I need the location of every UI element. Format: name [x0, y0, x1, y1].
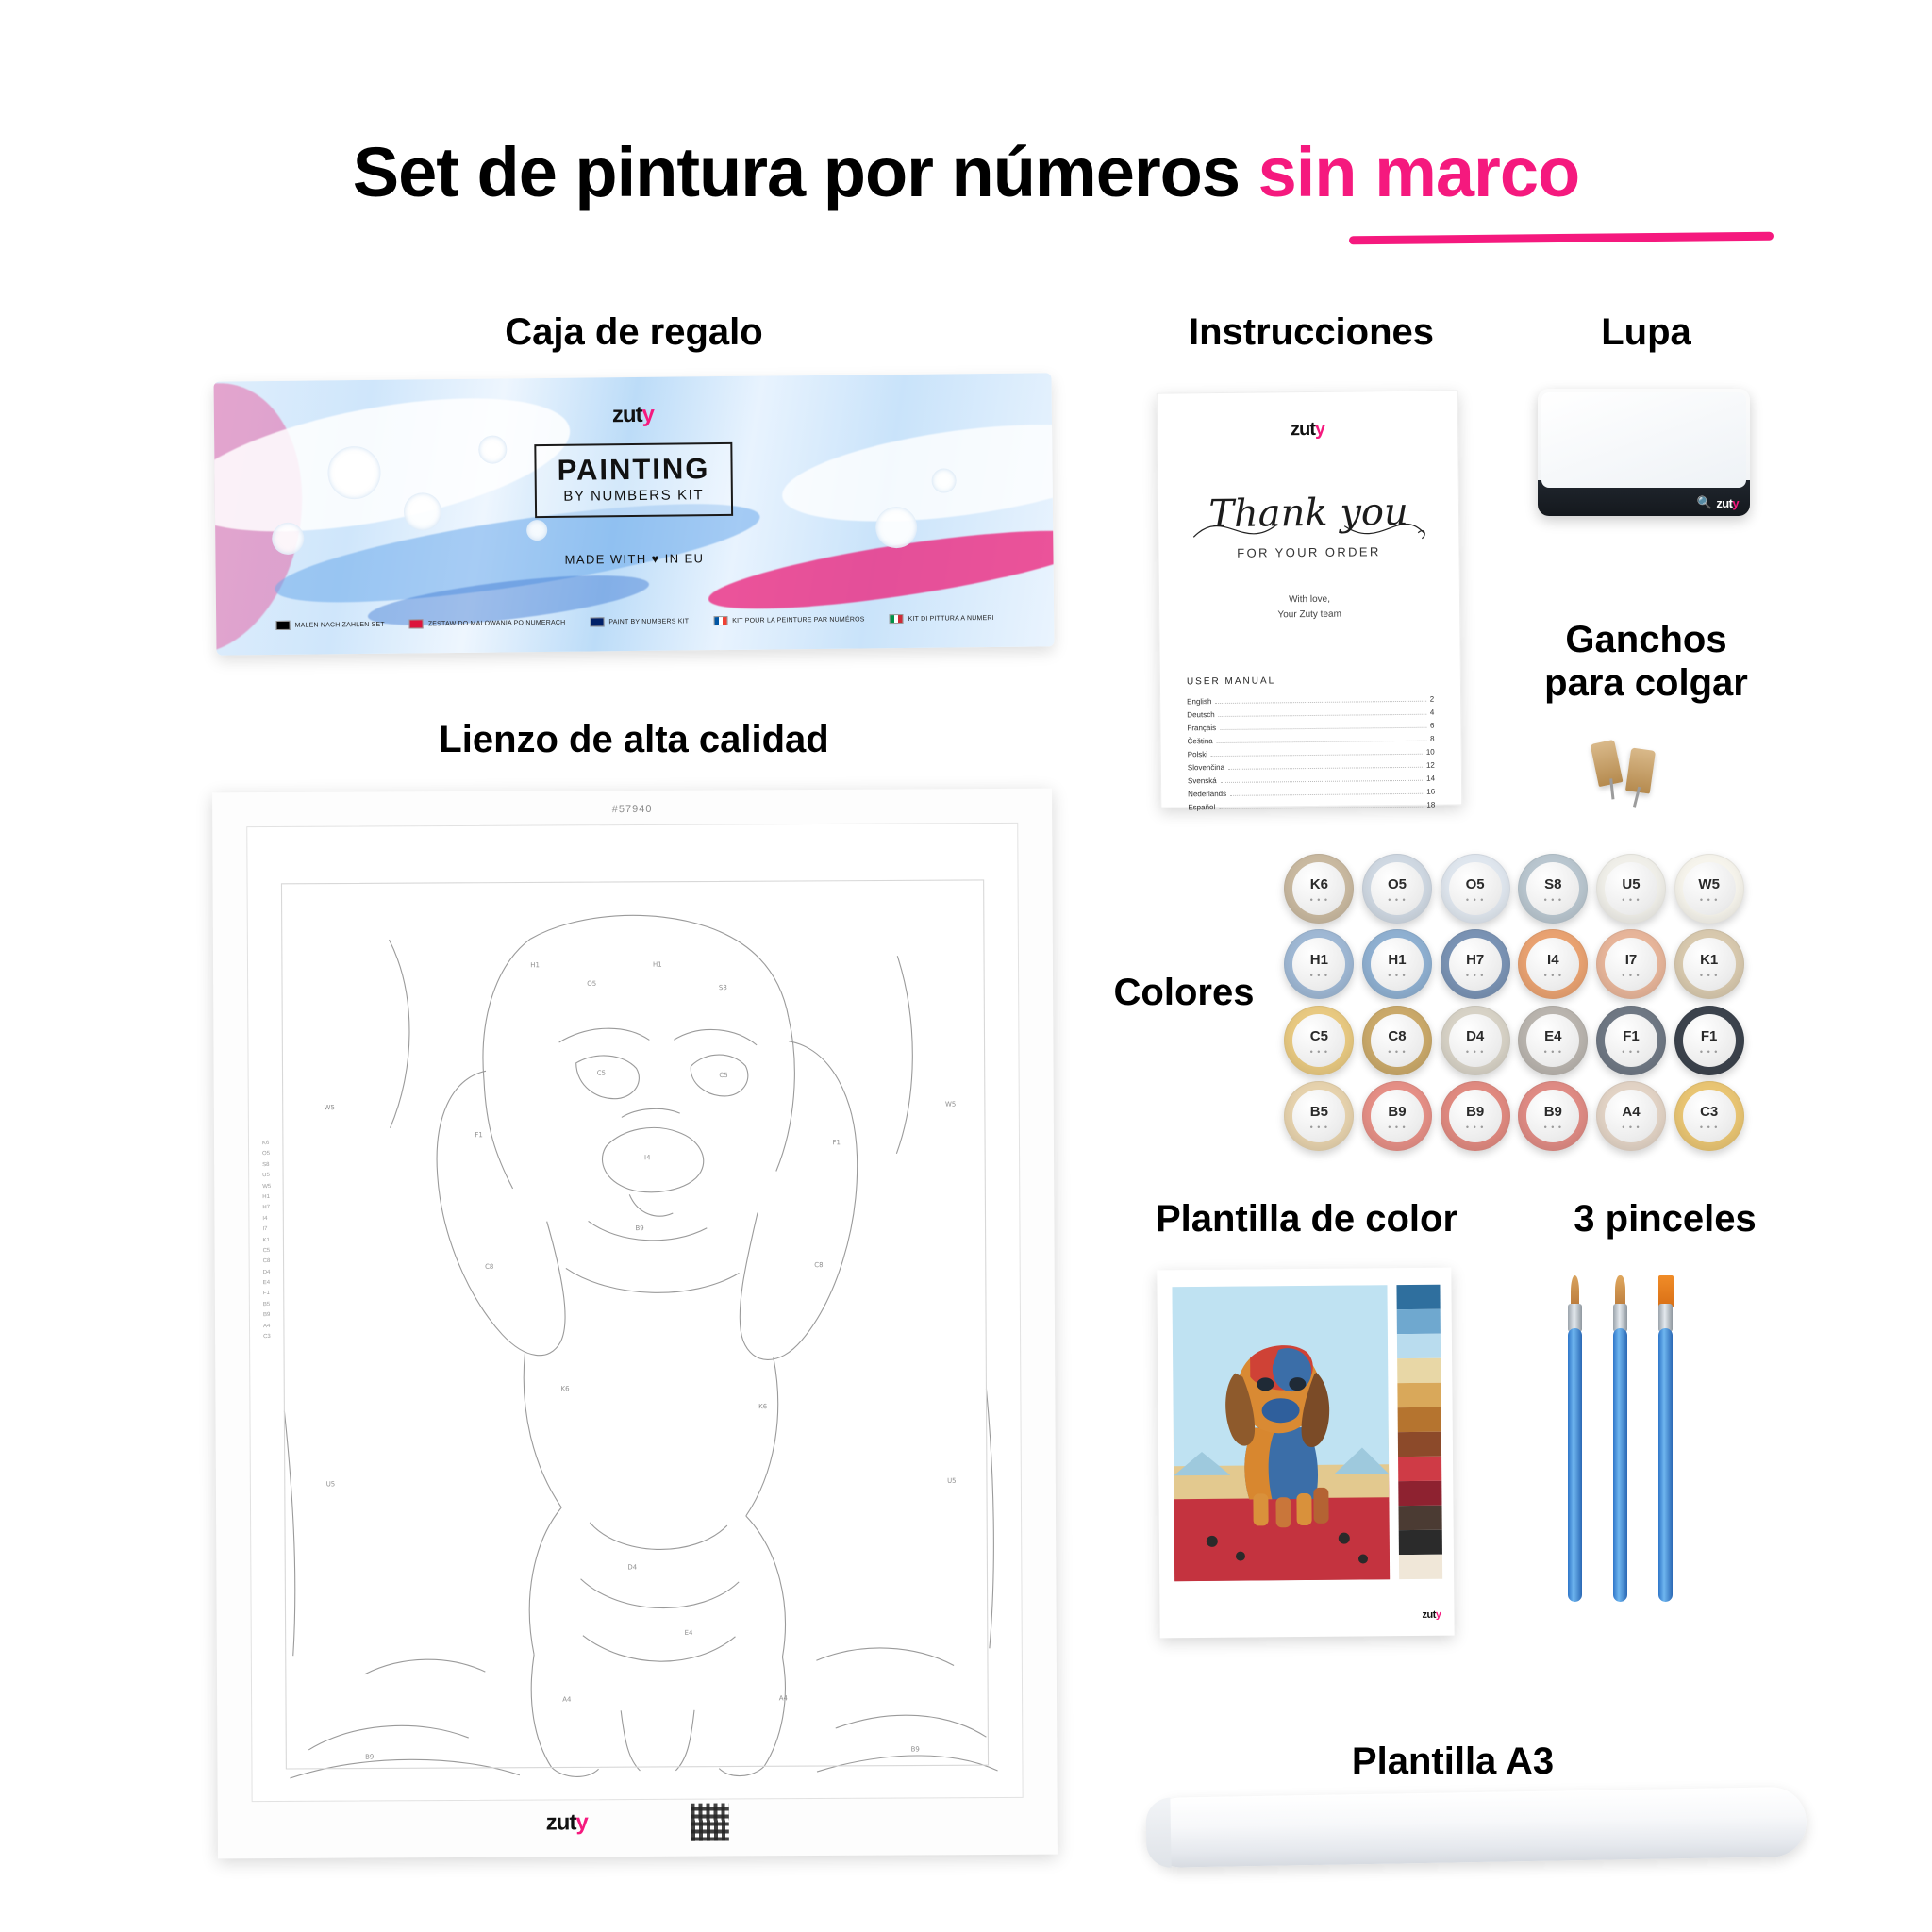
- svg-text:W5: W5: [944, 1100, 957, 1108]
- hook-item: [1625, 747, 1656, 793]
- language-text: MALEN NACH ZAHLEN SET: [294, 621, 385, 629]
- paint-pot: C5 • • •: [1284, 1006, 1354, 1075]
- hanging-hooks: [1585, 736, 1698, 821]
- paint-pot-grid: [1283, 854, 1745, 1151]
- list-item: Deutsch 4: [1187, 708, 1435, 720]
- svg-text:F1: F1: [832, 1139, 841, 1147]
- thank-you-text: Thank you: [1208, 490, 1409, 537]
- magnifier-lens: [1541, 392, 1746, 488]
- label-colors: Colores: [1113, 972, 1255, 1013]
- gift-box-title-plate: [534, 442, 733, 518]
- flag-icon: [409, 619, 424, 628]
- page-title-accent: sin marco: [1257, 133, 1580, 211]
- svg-text:F1: F1: [475, 1131, 483, 1140]
- list-item: [276, 620, 385, 630]
- list-item: Español 18: [1188, 800, 1436, 812]
- language-text: PAINT BY NUMBERS KIT: [608, 617, 690, 625]
- made-with-text: MADE WITH ♥ IN EU: [564, 551, 705, 567]
- paint-pot: B5 • • •: [1284, 1081, 1354, 1151]
- svg-text:I4: I4: [644, 1154, 651, 1162]
- svg-text:W5: W5: [324, 1104, 335, 1112]
- svg-text:K6: K6: [560, 1385, 570, 1393]
- svg-text:O5: O5: [587, 979, 597, 988]
- gift-box-title-line1: PAINTING: [557, 452, 710, 487]
- list-item: Polski 10: [1187, 747, 1435, 759]
- paint-pot: F1 • • •: [1674, 1006, 1744, 1075]
- paint-pot: B9 • • •: [1518, 1081, 1588, 1151]
- list-item: English 2: [1187, 694, 1435, 707]
- paint-pot: E4 • • •: [1518, 1006, 1588, 1075]
- dog-color-illustration: [1172, 1285, 1390, 1581]
- flag-icon: [276, 621, 291, 630]
- label-magnifier: Lupa: [1601, 311, 1691, 353]
- paint-pot: I4 • • •: [1518, 929, 1588, 999]
- svg-text:U5: U5: [325, 1480, 336, 1489]
- paint-pot: B9 • • •: [1441, 1081, 1510, 1151]
- svg-text:B9: B9: [365, 1753, 375, 1761]
- paint-pot: F1 • • •: [1596, 1006, 1666, 1075]
- paint-pot: H1 • • •: [1362, 929, 1432, 999]
- paint-pot: H1 • • •: [1284, 929, 1354, 999]
- svg-text:C5: C5: [719, 1071, 728, 1080]
- flag-icon: [713, 616, 727, 625]
- paint-pot: O5 • • •: [1362, 854, 1432, 924]
- brand-logo: zuty: [1422, 1608, 1441, 1621]
- list-item: [713, 614, 864, 625]
- svg-text:E4: E4: [684, 1629, 693, 1638]
- dog-outline-drawing: [247, 824, 1022, 1801]
- paint-pot: I7 • • •: [1596, 929, 1666, 999]
- roll-end-cap: [1145, 1798, 1171, 1868]
- paint-pot: K1 • • •: [1674, 929, 1744, 999]
- svg-text:A4: A4: [778, 1694, 788, 1703]
- svg-text:C8: C8: [814, 1261, 824, 1270]
- list-item: [890, 613, 994, 624]
- flag-icon: [890, 614, 904, 624]
- qr-code-icon: [691, 1803, 729, 1840]
- paint-pot: O5 • • •: [1441, 854, 1510, 924]
- paint-pot: U5 • • •: [1596, 854, 1666, 924]
- list-item: Slovenčina 12: [1187, 760, 1435, 773]
- svg-text:B9: B9: [635, 1224, 644, 1233]
- canvas-print-area: [246, 823, 1023, 1802]
- list-item: Svenská 14: [1187, 774, 1436, 786]
- svg-text:D4: D4: [627, 1563, 638, 1572]
- svg-text:S8: S8: [718, 984, 727, 992]
- title-underline: [1349, 232, 1774, 245]
- magnifier-brand: 🔍 zuty: [1696, 495, 1739, 510]
- gift-box: [214, 373, 1055, 655]
- page-title: [0, 132, 1932, 212]
- paint-pot: D4 • • •: [1441, 1006, 1510, 1075]
- canvas-legend: K6 O5 S8 U5 W5 H1 H7 I4 I7 K1 C5 C8 D4 E4 F1 B5 B9 A4 C3: [261, 1141, 272, 1341]
- user-manual-title: USER MANUAL: [1186, 675, 1276, 688]
- page-title-main: Set de pintura por números: [352, 133, 1258, 211]
- label-canvas: Lienzo de alta calidad: [439, 719, 829, 760]
- svg-text:U5: U5: [947, 1476, 957, 1485]
- svg-text:C8: C8: [485, 1262, 494, 1271]
- paint-pot: A4 • • •: [1596, 1081, 1666, 1151]
- color-palette-strip: [1396, 1285, 1442, 1579]
- canvas-sheet: [212, 789, 1058, 1859]
- label-a3-template: Plantilla A3: [1351, 1740, 1555, 1782]
- brush-set: [1555, 1272, 1724, 1640]
- brand-logo: zuty: [611, 401, 655, 428]
- svg-text:A4: A4: [562, 1695, 572, 1704]
- svg-text:B9: B9: [910, 1745, 920, 1754]
- flag-icon: [590, 617, 604, 626]
- color-template-artwork: [1172, 1285, 1390, 1581]
- language-text: KIT DI PITTURA A NUMERI: [908, 614, 994, 623]
- label-instructions: Instrucciones: [1188, 311, 1435, 353]
- color-template-sheet: [1157, 1268, 1454, 1639]
- magnifier-product: [1538, 389, 1750, 516]
- with-love-text: With love, Your Zuty team: [1277, 593, 1341, 621]
- paint-pot: S8 • • •: [1518, 854, 1588, 924]
- brand-logo: zuty: [545, 1809, 588, 1836]
- language-text: KIT POUR LA PEINTURE PAR NUMÉROS: [732, 615, 865, 625]
- list-item: [409, 618, 566, 629]
- list-item: Français 6: [1187, 721, 1435, 733]
- for-your-order-text: FOR YOUR ORDER: [1237, 544, 1381, 560]
- canvas-top-code: #57940: [611, 803, 653, 816]
- list-item: Čeština 8: [1187, 734, 1435, 746]
- list-item: [590, 616, 689, 626]
- paint-pot: C3 • • •: [1674, 1081, 1744, 1151]
- paint-pot: H7 • • •: [1441, 929, 1510, 999]
- label-color-template: Plantilla de color: [1155, 1198, 1458, 1240]
- paint-pot: K6 • • •: [1284, 854, 1354, 924]
- list-item: Nederlands 16: [1188, 787, 1436, 799]
- svg-text:C5: C5: [596, 1069, 607, 1077]
- brand-logo: zuty: [1290, 418, 1325, 441]
- gift-box-title-line2: BY NUMBERS KIT: [563, 487, 705, 505]
- user-manual-contents: [1187, 695, 1435, 817]
- hook-item: [1591, 740, 1624, 787]
- canvas-footer: [546, 1803, 729, 1841]
- label-gift-box: Caja de regalo: [505, 311, 763, 353]
- label-hooks: Ganchos para colgar: [1544, 619, 1748, 704]
- svg-text:H1: H1: [652, 960, 662, 969]
- a3-template-roll: [1145, 1787, 1807, 1868]
- paint-pot: W5 • • •: [1674, 854, 1744, 924]
- svg-text:K6: K6: [758, 1403, 768, 1411]
- language-text: ZESTAW DO MALOWANIA PO NUMERACH: [427, 619, 566, 627]
- paint-pot: C8 • • •: [1362, 1006, 1432, 1075]
- label-brushes: 3 pinceles: [1574, 1198, 1757, 1240]
- svg-text:H1: H1: [530, 961, 540, 970]
- instructions-booklet: [1157, 390, 1463, 812]
- magnifier-icon: 🔍: [1696, 495, 1712, 509]
- paint-pot: B9 • • •: [1362, 1081, 1432, 1151]
